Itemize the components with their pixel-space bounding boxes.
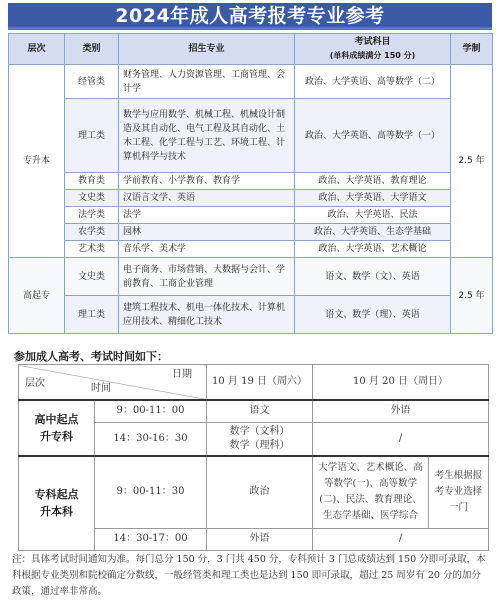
time-cell: 9：00-11：30 xyxy=(95,456,207,528)
subjects-cell: 政治、大学英语、高等数学（一） xyxy=(295,99,451,173)
header-level: 层次 xyxy=(25,378,45,389)
section-name: 升专科 xyxy=(40,430,73,443)
table-row xyxy=(9,224,493,241)
subject-cell: 外语 xyxy=(313,400,489,422)
subjects-cell: 政治、大学英语、大学语文 xyxy=(295,190,451,207)
category-cell: 理工类 xyxy=(65,296,119,334)
table-row xyxy=(9,99,493,173)
subject-cell: 大学语文、艺术概论、高等数学(一)、高等数学(二)、民法、教育理论、生态学基础、医学综合 xyxy=(313,456,429,528)
header-duration: 学制 xyxy=(451,34,493,65)
majors-cell: 财务管理、人力资源管理、工商管理、会计学 xyxy=(119,65,295,99)
subject-note-cell: 考生根据报考专业选择一门 xyxy=(429,456,489,528)
subjects-cell: 政治、大学英语、生态学基础 xyxy=(295,224,451,241)
page-title: 2024年成人高考报考专业参考 xyxy=(8,3,492,30)
subject-math-science: 数学（理科） xyxy=(229,439,290,451)
level-highschool: 高起专 xyxy=(9,258,65,334)
schedule-table xyxy=(18,364,489,551)
section-upgrade xyxy=(19,456,95,550)
subject-cell: / xyxy=(313,528,489,550)
table-row xyxy=(9,65,493,99)
table-row xyxy=(19,456,489,528)
subjects-cell: 政治、大学英语、民法 xyxy=(295,207,451,224)
majors-cell: 建筑工程技术、机电一体化技术、计算机应用技术、精细化工技术 xyxy=(119,296,295,334)
time-cell: 14：30-16：30 xyxy=(95,422,207,456)
header-date: 日期 xyxy=(172,369,192,380)
schedule-header xyxy=(19,365,489,401)
header-day2: 10 月 20 日（周日） xyxy=(313,365,489,401)
table-row xyxy=(9,190,493,207)
majors-cell: 汉语言文学、英语 xyxy=(119,190,295,207)
subject-cell: / xyxy=(313,422,489,456)
section-name: 升本科 xyxy=(40,505,73,519)
majors-cell: 园林 xyxy=(119,224,295,241)
header-day1: 10 月 19 日（周六） xyxy=(207,365,313,401)
section-highschool xyxy=(19,400,95,456)
table-row xyxy=(9,258,493,296)
subjects-cell: 政治、大学英语、高等数学（二） xyxy=(295,65,451,99)
schedule-corner-cell xyxy=(19,365,207,401)
header-level: 层次 xyxy=(9,34,65,65)
subject-cell: 外语 xyxy=(207,528,313,550)
majors-cell: 音乐学、美术学 xyxy=(119,241,295,258)
category-cell: 法学类 xyxy=(65,207,119,224)
section-name: 专科起点 xyxy=(34,488,79,502)
majors-cell: 数学与应用数学、机械工程、机械设计制造及其自动化、电气工程及其自动化、土木工程、化学工程与工艺、环境工程、计算机科学与技术 xyxy=(119,99,295,173)
level-upgrade: 专升本 xyxy=(9,65,65,258)
time-cell: 14：30-17：00 xyxy=(95,528,207,550)
time-cell: 9：00-11：00 xyxy=(95,400,207,422)
subjects-cell: 政治、大学英语、艺术概论 xyxy=(295,241,451,258)
subjects-cell: 语文、数学（理）、英语 xyxy=(295,296,451,334)
table-row xyxy=(9,296,493,334)
majors-table xyxy=(8,33,493,334)
schedule-title: 参加成人高考、考试时间如下： xyxy=(14,350,168,363)
category-cell: 经管类 xyxy=(65,65,119,99)
header-time: 时间 xyxy=(91,383,111,394)
duration-upgrade: 2.5 年 xyxy=(451,65,493,258)
category-cell: 文史类 xyxy=(65,190,119,207)
table-row xyxy=(9,173,493,190)
table-row xyxy=(9,207,493,224)
majors-cell: 电子商务、市场营销、大数据与会计、学前教育、工商企业管理 xyxy=(119,258,295,296)
header-majors: 招生专业 xyxy=(119,34,295,65)
header-subjects-label: 考试科目 xyxy=(354,37,391,47)
majors-cell: 法学 xyxy=(119,207,295,224)
footnote: 注：具体考试时间通知为准。每门总分 150 分，3 门共 450 分，专科预计 3 门总成绩达到 150 分即可录取，本科根据专业类别和院校确定分数线，一般经管类和理工类也是达到 150 即可录取，超过 25 周岁有 20 分的加分政策，通过率非常高。 xyxy=(12,554,486,597)
table-row xyxy=(19,400,489,422)
majors-cell: 学前教育、小学教育、教育学 xyxy=(119,173,295,190)
header-subjects-note: (单科成绩满分 150 分) xyxy=(329,51,416,60)
header-subjects xyxy=(295,34,451,65)
section-name: 高中起点 xyxy=(34,413,79,426)
subject-cell: 政治 xyxy=(207,456,313,528)
majors-table-header xyxy=(9,34,493,65)
subject-cell xyxy=(207,422,313,456)
subjects-cell: 政治、大学英语、教育理论 xyxy=(295,173,451,190)
table-row xyxy=(9,241,493,258)
subjects-cell: 语文、数学（文）、英语 xyxy=(295,258,451,296)
subject-math-liberal: 数学（文科） xyxy=(229,425,290,437)
category-cell: 教育类 xyxy=(65,173,119,190)
category-cell: 理工类 xyxy=(65,99,119,173)
subject-cell: 语文 xyxy=(207,400,313,422)
duration-highschool: 2.5 年 xyxy=(451,258,493,334)
header-category: 类别 xyxy=(65,34,119,65)
category-cell: 艺术类 xyxy=(65,241,119,258)
category-cell: 农学类 xyxy=(65,224,119,241)
category-cell: 文史类 xyxy=(65,258,119,296)
